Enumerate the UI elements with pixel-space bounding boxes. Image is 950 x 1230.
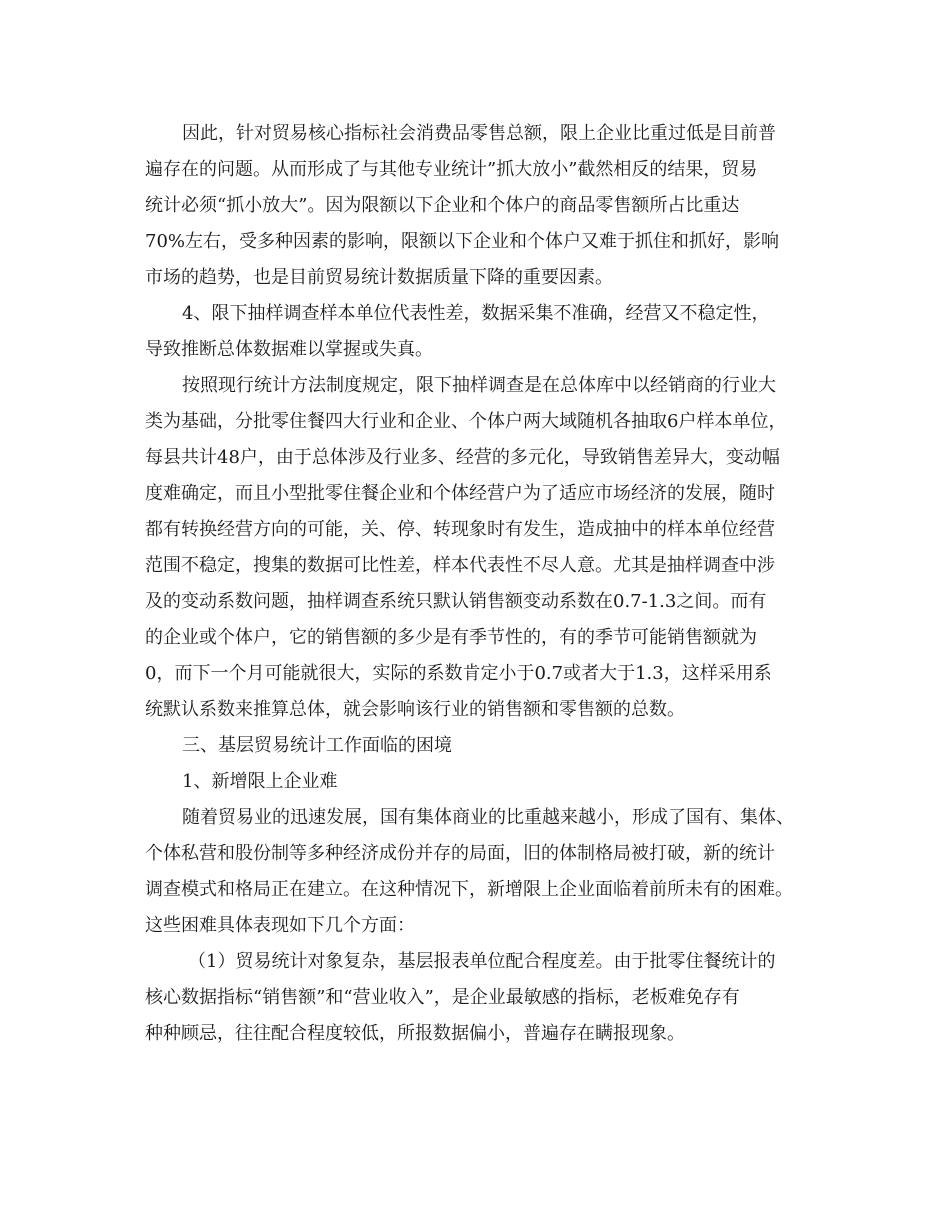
text-line: 类为基础，分批零住餐四大行业和企业、个体户两大域随机各抽取6户样本单位， (145, 411, 787, 432)
text-line: 度难确定，而且小型批零住餐企业和个体经营户为了适应市场经济的发展，随时 (145, 483, 775, 504)
text-line: 调查模式和格局正在建立。在这种情况下，新增限上企业面临着前所未有的困难。 (145, 879, 793, 900)
text-line: 导致推断总体数据难以掌握或失真。 (145, 339, 433, 360)
text-line: 按照现行统计方法制度规定，限下抽样调查是在总体库中以经销商的行业大 (182, 375, 776, 396)
text-line: 因此，针对贸易核心指标社会消费品零售总额，限上企业比重过低是目前普 (182, 123, 776, 144)
text-line: 统默认系数来推算总体，就会影响该行业的销售额和零售额的总数。 (145, 699, 685, 720)
text-line: 随着贸易业的迅速发展，国有集体商业的比重越来越小，形成了国有、集体、 (182, 807, 794, 828)
text-line: 遍存在的问题。从而形成了与其他专业统计”抓大放小”截然相反的结果，贸易 (145, 159, 758, 180)
text-line: 统计必须“抓小放大”。因为限额以下企业和个体户的商品零售额所占比重达 (145, 195, 740, 216)
text-line: 70%左右，受多种因素的影响，限额以下企业和个体户又难于抓住和抓好，影响 (145, 231, 780, 252)
text-line: 及的变动系数问题，抽样调查系统只默认销售额变动系数在0.7-1.3之间。而有 (145, 591, 767, 612)
document-body (145, 116, 815, 1052)
text-line: 种种顾忌，往往配合程度较低，所报数据偏小，普遍存在瞒报现象。 (145, 1023, 685, 1044)
text-line: 范围不稳定，搜集的数据可比性差，样本代表性不尽人意。尤其是抽样调查中涉 (145, 555, 775, 576)
text-line: 0，而下一个月可能就很大，实际的系数肯定小于0.7或者大于1.3，这样采用系 (145, 663, 772, 684)
text-line: 的企业或个体户，它的销售额的多少是有季节性的，有的季节可能销售额就为 (145, 627, 757, 648)
text-line: 个体私营和股份制等多种经济成份并存的局面，旧的体制格局被打破，新的统计 (145, 843, 775, 864)
text-line: 1、新增限上企业难 (182, 771, 338, 792)
text-line: （1）贸易统计对象复杂，基层报表单位配合程度差。由于批零住餐统计的 (188, 951, 776, 972)
text-line: 市场的趋势，也是目前贸易统计数据质量下降的重要因素。 (145, 267, 613, 288)
text-line: 这些困难具体表现如下几个方面： (145, 915, 415, 936)
text-line: 核心数据指标“销售额”和“营业收入”，是企业最敏感的指标，老板难免存有 (145, 987, 740, 1008)
text-line: 每县共计48户，由于总体涉及行业多、经营的多元化，导致销售差异大，变动幅 (145, 447, 780, 468)
text-line: 都有转换经营方向的可能，关、停、转现象时有发生，造成抽中的样本单位经营 (145, 519, 775, 540)
text-line: 三、基层贸易统计工作面临的困境 (182, 735, 452, 756)
text-line: 4、限下抽样调查样本单位代表性差，数据采集不准确，经营又不稳定性， (182, 303, 770, 324)
